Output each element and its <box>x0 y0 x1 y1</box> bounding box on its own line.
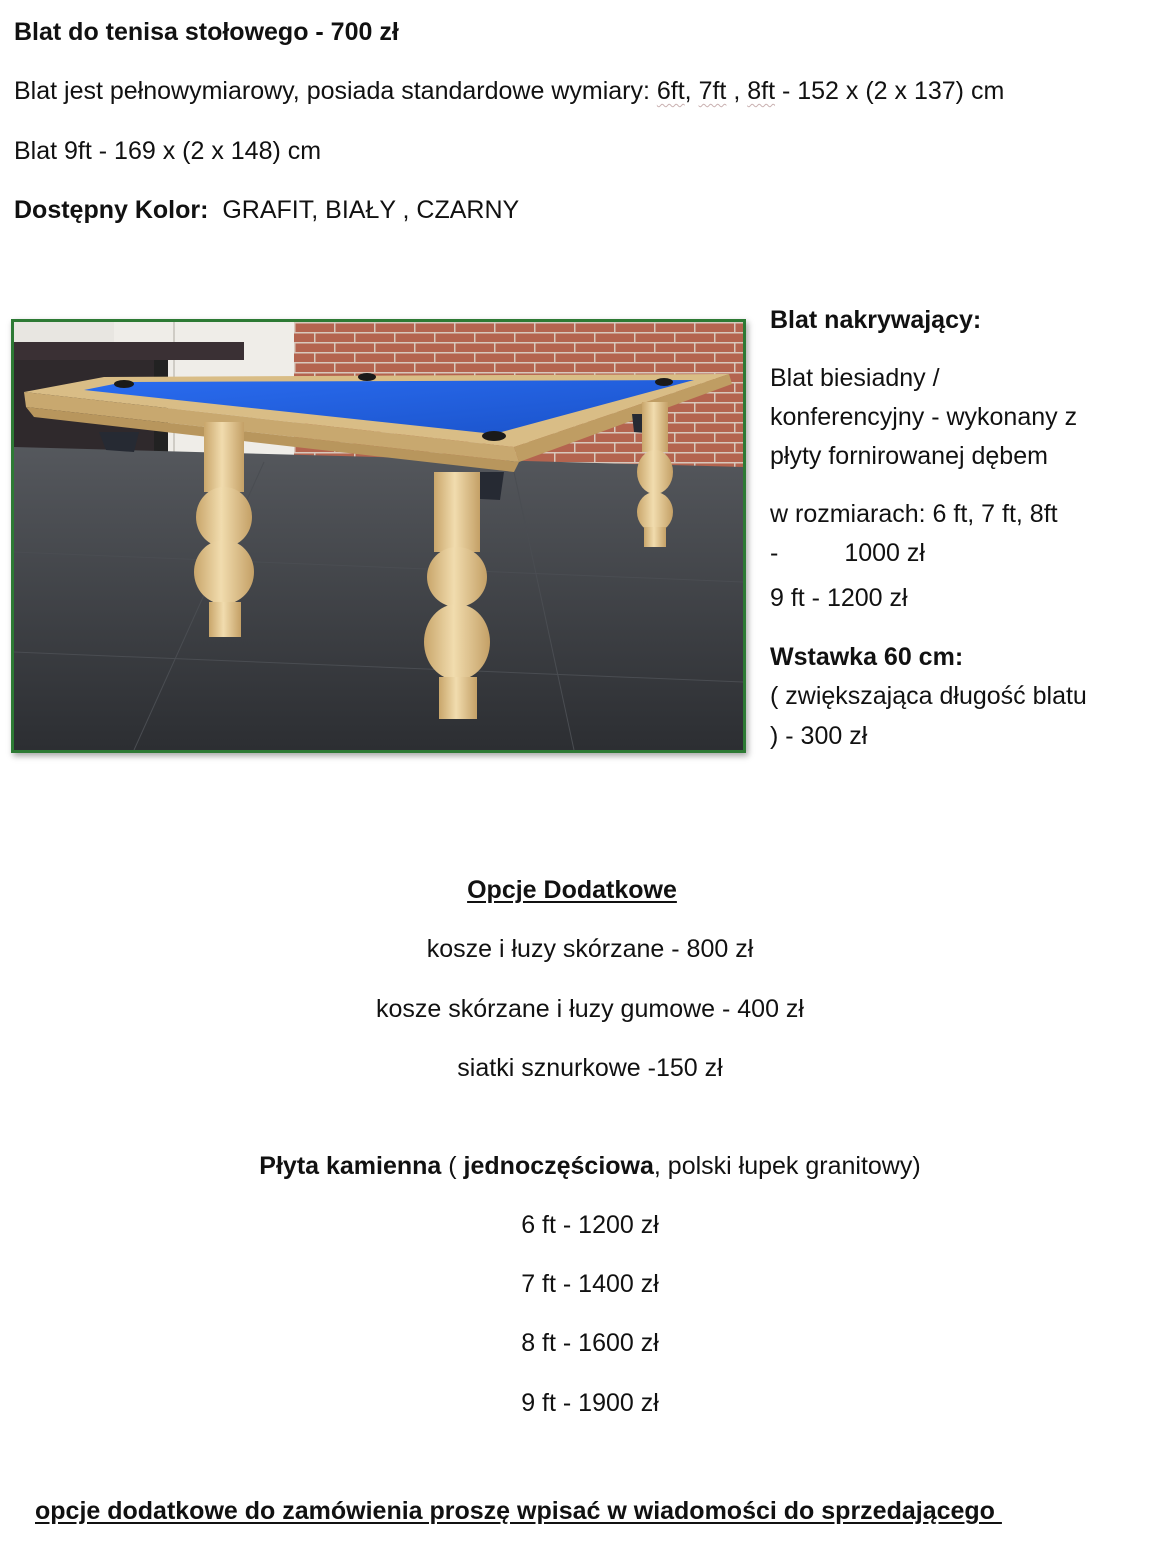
size-8ft: 8ft <box>747 77 776 105</box>
dash: - <box>770 539 779 567</box>
stone-heading-tail: , polski łupek granitowy) <box>653 1152 921 1180</box>
cover-heading: Blat nakrywający: <box>770 306 982 334</box>
stone-heading-bold2: jednoczęściowa <box>463 1152 654 1180</box>
color-line <box>14 195 519 225</box>
option-item: kosze skórzane i łuzy gumowe - 400 zł <box>376 995 804 1023</box>
page-title: Blat do tenisa stołowego - 700 zł <box>14 18 399 46</box>
option-item: kosze i łuzy skórzane - 800 zł <box>426 935 754 963</box>
stone-heading-bold: Płyta kamienna <box>259 1152 442 1180</box>
stone-heading <box>12 1151 1156 1181</box>
color-label: Dostępny Kolor: <box>14 196 209 224</box>
cover-desc-line2: konferencyjny - wykonany z <box>770 403 1078 431</box>
price-6-8ft: 1000 zł <box>844 539 925 567</box>
separator: , <box>684 77 699 105</box>
stone-price: 6 ft - 1200 zł <box>521 1211 659 1239</box>
pool-table-photo <box>11 319 746 753</box>
insert-heading: Wstawka 60 cm: <box>770 643 964 671</box>
dimensions-9ft: Blat 9ft - 169 x (2 x 148) cm <box>14 137 322 165</box>
options-heading: Opcje Dodatkowe <box>467 876 677 904</box>
size-6ft: 6ft <box>656 77 685 105</box>
insert-line2: ) - 300 zł <box>770 722 868 750</box>
cover-sizes-line1: w rozmiarach: 6 ft, 7 ft, 8ft <box>770 500 1058 528</box>
dimensions-text: Blat jest pełnowymiarowy, posiada standardowe wymiary: <box>14 77 657 105</box>
footer-note: opcje dodatkowe do zamówienia proszę wpisać w wiadomości do sprzedającego <box>35 1497 1002 1525</box>
cover-desc-line1: Blat biesiadny / <box>770 364 940 392</box>
cover-desc-line3: płyty fornirowanej dębem <box>770 442 1048 470</box>
dimensions-tail: - 152 x (2 x 137) cm <box>775 77 1005 105</box>
stone-price: 8 ft - 1600 zł <box>521 1329 659 1357</box>
cover-price-9ft: 9 ft - 1200 zł <box>770 584 908 612</box>
stone-heading-paren: ( <box>441 1152 464 1180</box>
stone-price: 7 ft - 1400 zł <box>521 1270 659 1298</box>
dimensions-standard <box>14 76 1004 106</box>
insert-line1: ( zwiększająca długość blatu <box>770 682 1087 710</box>
stone-price: 9 ft - 1900 zł <box>521 1389 659 1417</box>
option-item: siatki sznurkowe -150 zł <box>457 1054 723 1082</box>
cover-sizes-line2 <box>770 534 925 573</box>
separator: , <box>726 77 748 105</box>
size-7ft: 7ft <box>698 77 727 105</box>
color-values: GRAFIT, BIAŁY , CZARNY <box>222 196 520 224</box>
